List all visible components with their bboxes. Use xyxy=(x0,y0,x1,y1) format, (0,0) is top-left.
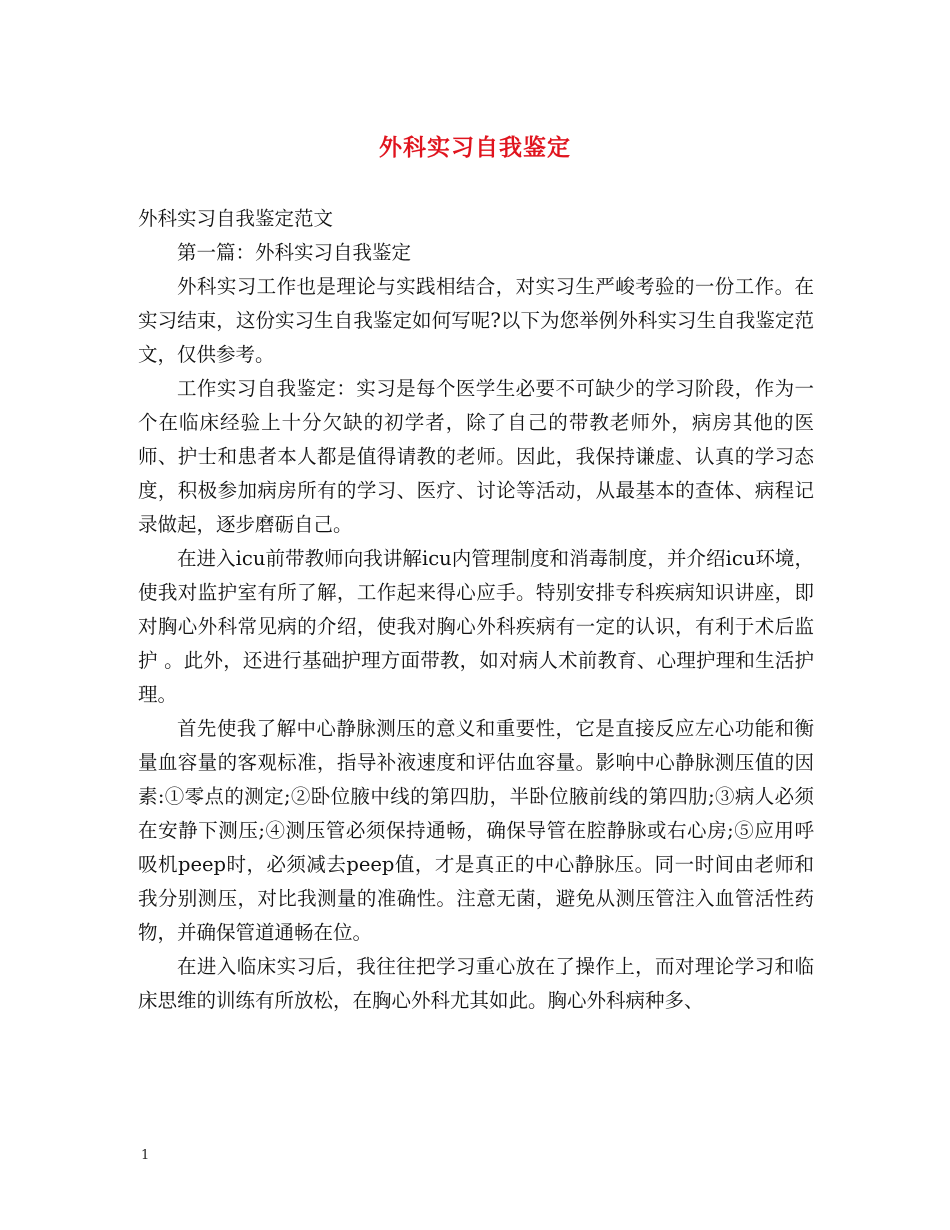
paragraph-cvp: 首先使我了解中心静脉测压的意义和重要性，它是直接反应左心功能和衡量血容量的客观标准，指导补液速度和评估血容量。影响中心静脉测压值的因素:①零点的测定;②卧位腋中线的第四肋，半卧位腋前线的第四肋;③病人必须在安静下测压;④测压管必须保持通畅，确保导管在腔静脉或右心房;⑤应用呼吸机peep时，必须减去peep值，才是真正的中心静脉压。同一时间由老师和我分别测压，对比我测量的准确性。注意无菌，避免从测压管注入血管活性药物，并确保管道通畅在位。 xyxy=(138,717,814,944)
section-heading: 第一篇：外科实习自我鉴定 xyxy=(177,241,412,264)
paragraph-clinical: 在进入临床实习后，我往往把学习重心放在了操作上，而对理论学习和临床思维的训练有所放松，在胸心外科尤其如此。胸心外科病种多、 xyxy=(138,955,814,1012)
paragraph-intro: 外科实习工作也是理论与实践相结合，对实习生严峻考验的一份工作。在实习结束，这份实习生自我鉴定如何写呢?以下为您举例外科实习生自我鉴定范文，仅供参考。 xyxy=(138,275,814,366)
paragraph-self-assessment: 工作实习自我鉴定：实习是每个医学生必要不可缺少的学习阶段，作为一个在临床经验上十分欠缺的初学者，除了自己的带教老师外，病房其他的医师、护士和患者本人都是值得请教的老师。因此，我保持谦虚、认真的学习态度，积极参加病房所有的学习、医疗、讨论等活动，从最基本的查体、病程记录做起，逐步磨砺自己。 xyxy=(138,377,814,536)
document-title: 外科实习自我鉴定 xyxy=(379,134,571,161)
document-body xyxy=(138,202,814,1018)
document-subtitle: 外科实习自我鉴定范文 xyxy=(138,207,334,230)
page-number: 1 xyxy=(141,1148,150,1163)
paragraph-icu: 在进入icu前带教师向我讲解icu内管理制度和消毒制度，并介绍icu环境，使我对监护室有所了解，工作起来得心应手。特别安排专科疾病知识讲座，即对胸心外科常见病的介绍，使我对胸心外科疾病有一定的认识，有利于术后监护 。此外，还进行基础护理方面带教，如对病人术前教育、心理护理和生活护理。 xyxy=(138,547,814,706)
